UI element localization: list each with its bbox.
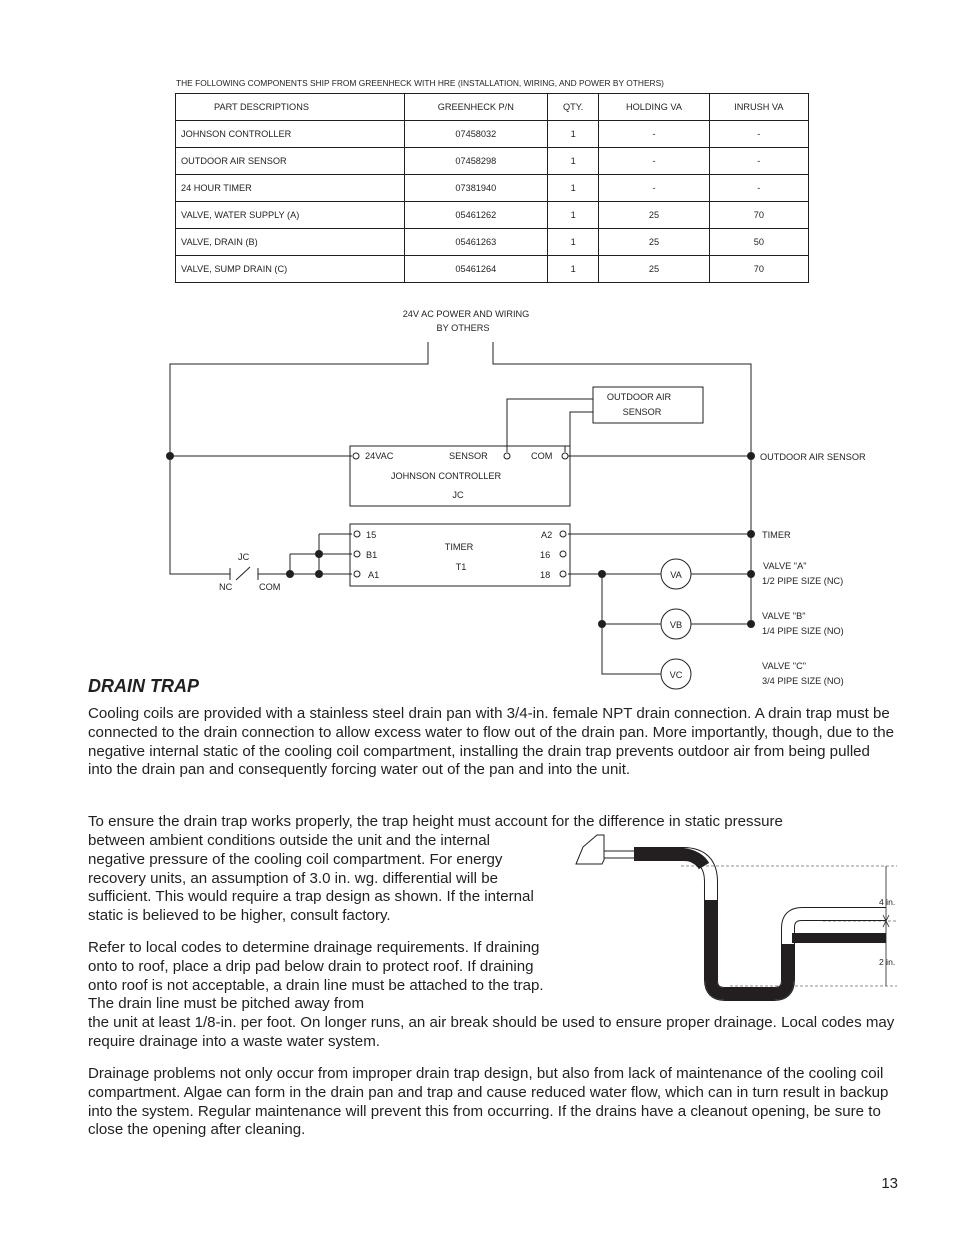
outdoor-air-sensor-line1: OUTDOOR AIR: [606, 392, 672, 402]
junction-dot: [747, 620, 755, 628]
contact-nc-label: NC: [219, 582, 233, 592]
table-cell: JOHNSON CONTROLLER: [176, 121, 405, 148]
dimension-4in-label: 4 in.: [879, 897, 896, 907]
timer-abbr: T1: [455, 562, 467, 572]
header-inrush-va: INRUSH VA: [709, 94, 808, 121]
power-wire-right: [493, 342, 751, 624]
valve-b-label-line2: 1/4 PIPE SIZE (NO): [762, 626, 844, 636]
terminal-24vac: [353, 453, 359, 459]
trap-pipe-outline: [634, 854, 886, 994]
unit-wall-outline: [576, 835, 604, 864]
header-part-descriptions: PART DESCRIPTIONS: [176, 94, 405, 121]
table-cell: VALVE, DRAIN (B): [176, 229, 405, 256]
timer-a2-label: A2: [541, 530, 553, 540]
drain-trap-paragraph-1: Cooling coils are provided with a stainless steel drain pan with 3/4-in. female NPT drain connection. A drain trap must be connected to the drain connection to allow excess water to flow out of the drain pan. More importantly, though, due to the negative internal static of the cooling coil compartment, installing the drain trap prevents outdoor air from being pulled into the drain pan and consequently forcing water out of the pan and into the unit.: [88, 705, 895, 779]
table-cell: 24 HOUR TIMER: [176, 175, 405, 202]
table-cell: 07458298: [404, 148, 547, 175]
table-cell: VALVE, WATER SUPPLY (A): [176, 202, 405, 229]
table-cell: 07381940: [404, 175, 547, 202]
timer-b1-label: B1: [366, 550, 378, 560]
table-cell: 25: [599, 202, 709, 229]
table-cell: 1: [547, 121, 598, 148]
valve-a-label-line1: VALVE "A": [763, 561, 807, 571]
terminal-sensor: [504, 453, 510, 459]
table-cell: 1: [547, 148, 598, 175]
power-label-line1: 24V AC POWER AND WIRING: [402, 309, 530, 319]
page-number: 13: [881, 1175, 898, 1192]
jc-abbr: JC: [452, 490, 464, 500]
header-qty: QTY.: [547, 94, 598, 121]
drain-trap-paragraph-3: Refer to local codes to determine drainage requirements. If draining onto to roof, place a drip pad below drain to protect roof. If draining onto roof is not acceptable, a drain line must be attached to the trap. The drain line must be pitched away from: [88, 939, 544, 1013]
junction-dot: [286, 570, 294, 578]
timer-box: [350, 524, 570, 586]
junction-dot: [747, 452, 755, 460]
header-greenheck-pn: GREENHECK P/N: [404, 94, 547, 121]
table-cell: -: [599, 121, 709, 148]
table-cell: 07458032: [404, 121, 547, 148]
timer-18-label: 18: [540, 570, 551, 580]
drain-trap-heading: DRAIN TRAP: [88, 676, 199, 696]
drain-trap-paragraph-2: between ambient conditions outside the unit and the internal negative pressure of the cooling coil compartment. For energy recovery units, an assumption of 3.0 in. wg. differential will be sufficient. This would require a trap design as shown. If the internal static is believed to be higher, consult factory.: [88, 832, 534, 925]
table-cell: 1: [547, 175, 598, 202]
terminal-16: [560, 551, 566, 557]
table-cell: 25: [599, 256, 709, 283]
drain-trap-paragraph-4: Drainage problems not only occur from improper drain trap design, but also from lack of maintenance of the cooling coil compartment. Algae can form in the drain pan and trap and cause reduced water flow, which can in turn result in backup into the system. Regular maintenance will prevent this from occurring. If the drains have a cleanout opening, be sure to close the opening after cleaning.: [88, 1065, 889, 1139]
terminal-a2: [560, 531, 566, 537]
timer-a1-label: A1: [368, 570, 380, 580]
valve-c-label-line1: VALVE "C": [762, 661, 806, 671]
trap-pipe-bore: [634, 854, 886, 994]
table-cell: VALVE, SUMP DRAIN (C): [176, 256, 405, 283]
junction-dot: [315, 570, 323, 578]
components-caption: THE FOLLOWING COMPONENTS SHIP FROM GREENHECK WITH HRE (INSTALLATION, WIRING, AND POWER BY OTHERS): [176, 78, 664, 88]
table-cell: 1: [547, 202, 598, 229]
jc-com-label: COM: [531, 451, 553, 461]
timer-label: TIMER: [762, 530, 791, 540]
trap-water-fill: [711, 900, 788, 994]
junction-dot: [598, 570, 606, 578]
sensor-wire-a: [507, 399, 593, 452]
contact-jc-label: JC: [238, 552, 250, 562]
table-cell: 70: [709, 202, 808, 229]
junction-dot: [747, 570, 755, 578]
drain-trap-paragraph-2-lead: To ensure the drain trap works properly, the trap height must account for the difference in static pressure: [88, 813, 783, 830]
valve-c-label-line2: 3/4 PIPE SIZE (NO): [762, 676, 844, 686]
table-cell: 25: [599, 229, 709, 256]
valve-b-label-line1: VALVE "B": [762, 611, 806, 621]
jc-24vac-label: 24VAC: [365, 451, 394, 461]
jc-contact-symbol: [236, 567, 250, 580]
terminal-a1: [354, 571, 360, 577]
table-cell: 05461262: [404, 202, 547, 229]
table-cell: 05461264: [404, 256, 547, 283]
outdoor-air-sensor-label: OUTDOOR AIR SENSOR: [760, 452, 866, 462]
vc-label: VC: [669, 670, 683, 680]
terminal-com: [562, 453, 568, 459]
header-holding-va: HOLDING VA: [599, 94, 709, 121]
wiring-diagram: [166, 309, 866, 689]
drain-trap-paragraph-3-end: the unit at least 1/8-in. per foot. On longer runs, an air break should be used to ensure proper drainage. Local codes may require drainage into a waste water system.: [88, 1014, 895, 1050]
power-label-line2: BY OTHERS: [436, 323, 490, 333]
table-cell: -: [709, 175, 808, 202]
terminal-15: [354, 531, 360, 537]
outdoor-air-sensor-line2: SENSOR: [622, 407, 662, 417]
timer-15-label: 15: [366, 530, 377, 540]
table-cell: 50: [709, 229, 808, 256]
jc-name: JOHNSON CONTROLLER: [390, 471, 502, 481]
vb-label: VB: [669, 620, 683, 630]
table-cell: 70: [709, 256, 808, 283]
table-cell: 05461263: [404, 229, 547, 256]
terminal-18: [560, 571, 566, 577]
drain-trap-figure: [576, 835, 897, 994]
table-cell: -: [599, 148, 709, 175]
table-cell: -: [599, 175, 709, 202]
timer-16-label: 16: [540, 550, 551, 560]
table-cell: 1: [547, 256, 598, 283]
junction-dot: [598, 620, 606, 628]
table-cell: -: [709, 148, 808, 175]
jc-sensor-label: SENSOR: [449, 451, 488, 461]
junction-dot: [747, 530, 755, 538]
va-label: VA: [670, 570, 682, 580]
trap-water-inlet: [634, 854, 704, 866]
timer-name: TIMER: [444, 542, 474, 552]
dimension-2in-label: 2 in.: [879, 957, 896, 967]
table-cell: -: [709, 121, 808, 148]
junction-dot: [315, 550, 323, 558]
junction-dot: [166, 452, 174, 460]
contact-com-label: COM: [259, 582, 281, 592]
table-cell: OUTDOOR AIR SENSOR: [176, 148, 405, 175]
valve-a-label-line2: 1/2 PIPE SIZE (NC): [762, 576, 844, 586]
terminal-b1: [354, 551, 360, 557]
table-cell: 1: [547, 229, 598, 256]
